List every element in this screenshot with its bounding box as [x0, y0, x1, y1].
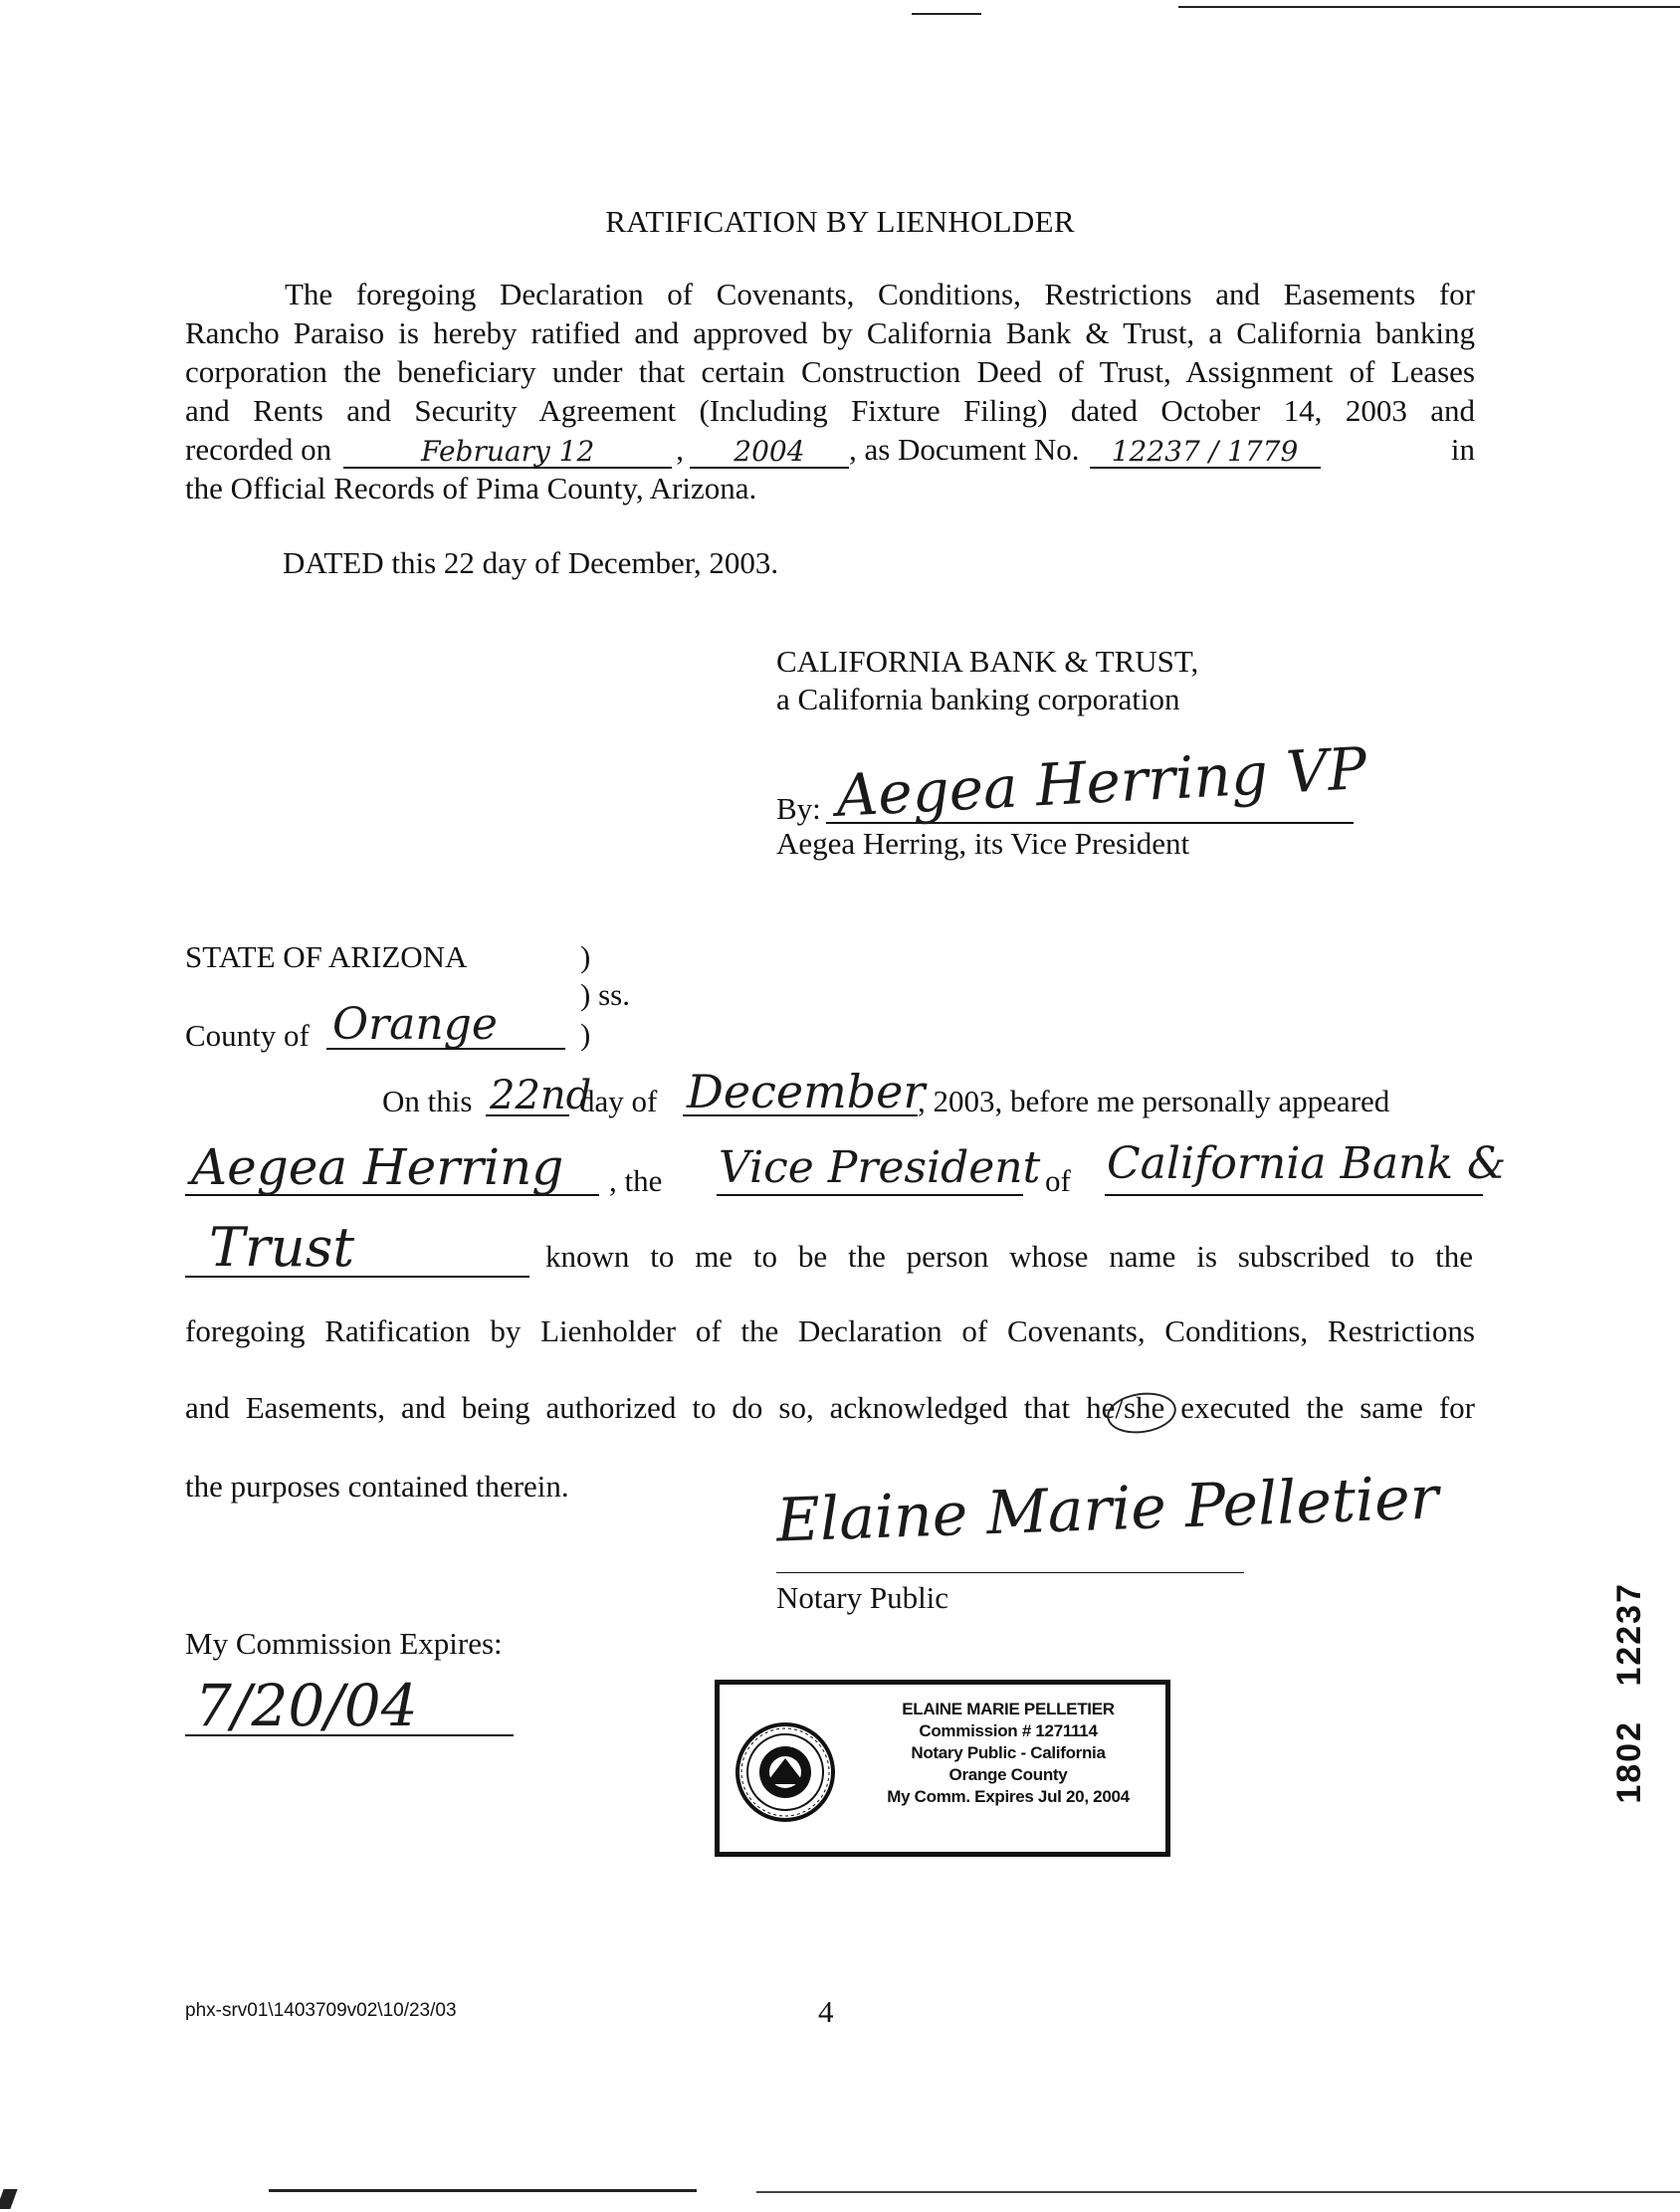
stamp-expires: My Comm. Expires Jul 20, 2004	[887, 1787, 1130, 1806]
stamp-county: Orange County	[948, 1765, 1068, 1784]
notary-stamp	[715, 1680, 1170, 1857]
footer-doc-ref: phx-srv01\1403709v02\10/23/03	[185, 2000, 457, 2021]
margin-recording-number	[1610, 1582, 1650, 1803]
paren-1: )	[580, 939, 591, 974]
notary-signature-line	[776, 1572, 1244, 1573]
commission-date-line	[185, 1734, 514, 1736]
month-handwriting: December	[687, 1065, 926, 1118]
person-handwriting: Aegea Herring	[191, 1138, 564, 1196]
paragraph-line-4: and Rents and Security Agreement (Including Fixture Filing) dated October 14, 2003 and	[185, 393, 1475, 428]
document-no-handwriting: 12237 / 1779	[1111, 435, 1299, 468]
lienholder-signature: Aegea Herring VP	[834, 734, 1368, 830]
paragraph-line-recorded: recorded on February 12 , 2004 , as Document No. 12237 / 1779 in	[185, 432, 1475, 468]
stamp-role: Notary Public - California	[911, 1743, 1106, 1762]
paragraph-line-2: Rancho Paraiso is hereby ratified and approved by California Bank & Trust, a California banking	[185, 315, 1475, 350]
company-continued-handwriting: Trust	[209, 1216, 355, 1279]
paragraph-line-1: The foregoing Declaration of Covenants, Conditions, Restrictions and Easements for	[285, 277, 1475, 311]
easements-line: and Easements, and being authorized to do so, acknowledged that he/she executed the same for	[185, 1390, 1475, 1425]
day-handwriting: 22nd	[490, 1073, 592, 1118]
scan-mark-bottom-1	[269, 2189, 697, 2192]
purposes-line: the purposes contained therein.	[185, 1469, 569, 1504]
page-number: 4	[818, 1994, 834, 2029]
recorded-year-handwriting: 2004	[734, 435, 805, 468]
company-name: CALIFORNIA BANK & TRUST,	[776, 644, 1199, 679]
margin-group-2: 1802	[1610, 1719, 1648, 1804]
scan-corner-mark	[0, 2189, 18, 2209]
county-handwriting: Orange	[332, 999, 498, 1050]
stamp-text-block	[853, 1699, 1163, 1808]
notary-signature: Elaine Marie Pelletier	[774, 1463, 1440, 1556]
foregoing-line: foregoing Ratification by Lienholder of the Declaration of Covenants, Conditions, Restrictions	[185, 1313, 1475, 1348]
stamp-commission: Commission # 1271114	[919, 1721, 1098, 1740]
stamp-name: ELAINE MARIE PELLETIER	[902, 1700, 1115, 1718]
state-seal-icon	[734, 1720, 837, 1824]
paragraph-line-6: the Official Records of Pima County, Arizona.	[185, 471, 757, 505]
company-line	[1105, 1194, 1483, 1196]
recorded-on-label: recorded on	[185, 432, 332, 467]
dated-line: DATED this 22 day of December, 2003.	[283, 545, 779, 580]
company-description: a California banking corporation	[776, 682, 1180, 716]
title-handwriting: Vice President	[719, 1142, 1041, 1193]
paragraph-line-3: corporation the beneficiary under that certain Construction Deed of Trust, Assignment of Leases	[185, 354, 1475, 389]
day-of-label: day of	[579, 1084, 658, 1118]
scan-mark-top-1	[912, 13, 981, 15]
recorded-date-handwriting: February 12	[421, 435, 595, 468]
notary-public-label: Notary Public	[776, 1580, 949, 1615]
county-of-label: County of	[185, 1018, 310, 1053]
ss-label: ) ss.	[580, 977, 630, 1012]
signatory-name-title: Aegea Herring, its Vice President	[776, 826, 1190, 861]
by-label: By:	[776, 791, 821, 826]
appeared-text: , 2003, before me personally appeared	[918, 1084, 1390, 1118]
scan-mark-top-2	[1178, 6, 1680, 8]
paren-3: )	[580, 1017, 591, 1052]
document-title: RATIFICATION BY LIENHOLDER	[605, 204, 1075, 239]
commission-expires-label: My Commission Expires:	[185, 1626, 503, 1661]
title-line	[717, 1194, 1023, 1196]
recorded-year-field	[690, 436, 849, 469]
in-label: in	[1450, 432, 1475, 467]
of-label: of	[1045, 1163, 1071, 1198]
scan-mark-bottom-2	[756, 2191, 1680, 2193]
ratification-paragraph	[185, 275, 1475, 507]
state-of-arizona: STATE OF ARIZONA	[185, 939, 468, 974]
document-no-label: , as Document No.	[848, 432, 1080, 467]
document-no-field	[1090, 436, 1321, 469]
recorded-date-field	[343, 436, 672, 469]
the-label: , the	[609, 1163, 663, 1198]
margin-group-1: 12237	[1610, 1582, 1648, 1687]
company-handwriting: California Bank &	[1107, 1138, 1507, 1189]
commission-date-handwriting: 7/20/04	[195, 1672, 418, 1739]
known-text: known to me to be the person whose name is subscribed to the	[545, 1239, 1473, 1274]
on-this-label: On this	[382, 1084, 473, 1118]
